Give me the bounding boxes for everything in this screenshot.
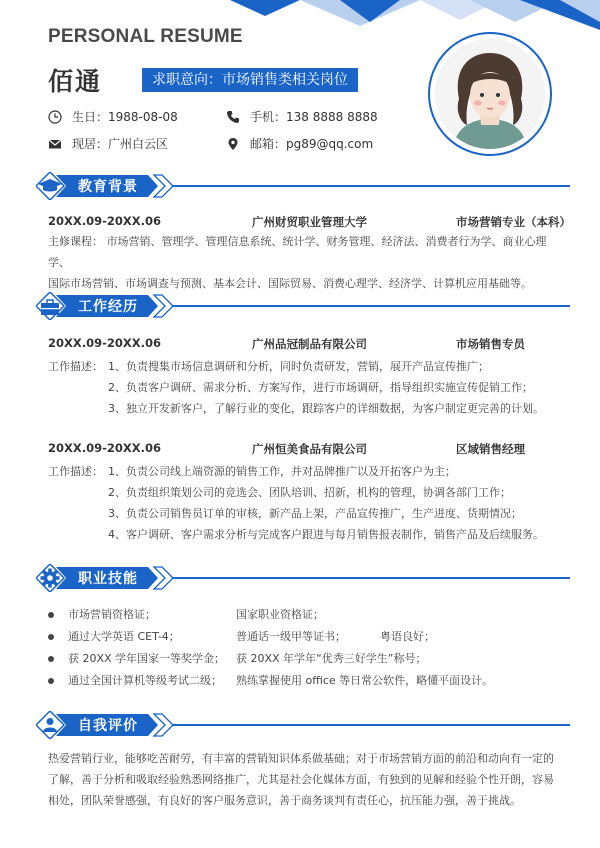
job-desc-item: 2、负责客户调研、需求分析、方案写作，进行市场调研，指导组织实施宣传促销工作；: [108, 381, 533, 394]
skill-item: 国家职业资格证；: [236, 608, 324, 621]
job-company: 广州品冠制品有限公司: [252, 337, 367, 351]
phone-text: 手机：138 8888 8888: [250, 110, 378, 124]
skill-item: 获 20XX 学年国家一等奖学金；: [68, 652, 226, 665]
birth-info: [48, 108, 178, 125]
skill-item: 普通话一级甲等证书；: [236, 630, 346, 643]
skill-item: 粤语良好；: [380, 630, 435, 643]
avatar: [435, 39, 545, 149]
resume-title: PERSONAL RESUME: [48, 26, 243, 47]
skill-bullet: [48, 612, 54, 618]
location-icon: [226, 137, 240, 151]
clock-icon: [48, 110, 62, 124]
education-courses: 主修课程： 市场营销、管理学、管理信息系统、统计学、财务管理、经济法、消费者行为学、商业心理学、 国际市场营销、市场调查与预测、基本会计、国际贸易、消费心理学、经济学、计算机应用基础等。: [48, 235, 547, 290]
job-desc-item: 3、负责公司销售员订单的审核，新产品上架，产品宣传推广，生产进度、货期情况；: [108, 507, 522, 520]
gear-icon: [41, 569, 60, 588]
address-text: 现居：广州白云区: [72, 137, 169, 151]
job-position: 市场销售专员: [456, 337, 525, 351]
job-desc-item: 1、负责搜集市场信息调研和分析，同时负责研发，营销，展开产品宣传推广；: [108, 360, 489, 373]
education-school: 广州财贸职业管理大学: [252, 215, 367, 229]
education-period: 20XX.09-20XX.06: [48, 214, 161, 228]
email-text: 邮箱：pg89@qq.com: [250, 137, 374, 151]
section-education-header: [36, 172, 570, 200]
section-self-eval-header: [36, 711, 570, 739]
address-info: [48, 135, 168, 152]
skill-bullet: [48, 634, 54, 640]
phone-icon: [226, 110, 240, 124]
skill-item: 获 20XX 年学年“优秀三好学生”称号；: [236, 652, 427, 665]
job-position: 区域销售经理: [456, 442, 525, 456]
section-skills-header: [36, 564, 570, 592]
section-self-eval-title: 自我评价: [78, 718, 138, 734]
section-education-title: 教育背景: [78, 179, 138, 195]
education-major: 市场营销专业（本科）: [456, 215, 571, 229]
section-work-title: 工作经历: [78, 299, 138, 315]
birth-text: 生日：1988-08-08: [72, 110, 178, 124]
skill-item: 通过全国计算机等级考试二级；: [68, 674, 222, 687]
user-icon: [43, 718, 57, 732]
job-desc-item: 1、负责公司线上端资源的销售工作，并对品牌推广以及开拓客户为主；: [108, 465, 456, 478]
skill-item: 熟练掌握使用 office 等日常公软件，略懂平面设计。: [236, 674, 494, 687]
briefcase-icon: [41, 300, 59, 315]
job-company: 广州恒美食品有限公司: [252, 442, 367, 456]
candidate-name: 佰通: [48, 67, 103, 96]
mail-icon: [48, 137, 62, 151]
skill-bullet: [48, 656, 54, 662]
email-info: [226, 135, 373, 152]
skill-item: 通过大学英语 CET-4；: [68, 630, 180, 643]
skill-item: 市场营销资格证；: [68, 608, 156, 621]
phone-info: [226, 108, 378, 125]
job-period: 20XX.09-20XX.06: [48, 336, 161, 350]
job-desc-label: 工作描述：: [48, 360, 103, 373]
section-work-header: [36, 292, 570, 320]
job-desc-item: 3、独立开发新客户，了解行业的变化，跟踪客户的详细数据，为客户制定更完善的计划。: [108, 402, 544, 415]
job-period: 20XX.09-20XX.06: [48, 441, 161, 455]
profile-photo: [428, 32, 552, 156]
section-skills-title: 职业技能: [78, 571, 138, 587]
skill-bullet: [48, 678, 54, 684]
self-eval-text: 热爱营销行业，能够吃苦耐劳，有丰富的营销知识体系做基础；对于市场营销方面的前沿和动向有一定的 了解，善于分析和吸取经验熟悉网络推广，尤其是社会化媒体方面，有独到的见解和经验个性开朗，容易 相处，团队荣誉感强，有良好的客户服务意识，善于商务谈判有责任心，抗压能力强，善于挑战。: [48, 752, 554, 807]
job-desc-item: 2、负责组织策划公司的竞选会、团队培训、招新，机构的管理，协调各部门工作；: [108, 486, 511, 499]
job-intent-badge: 求职意向：市场销售类相关岗位: [142, 68, 358, 92]
job-desc-item: 4、客户调研、客户需求分析与完成客户跟进与每月销售报表制作，销售产品及后续服务。: [108, 528, 544, 541]
job-desc-label: 工作描述：: [48, 465, 103, 478]
